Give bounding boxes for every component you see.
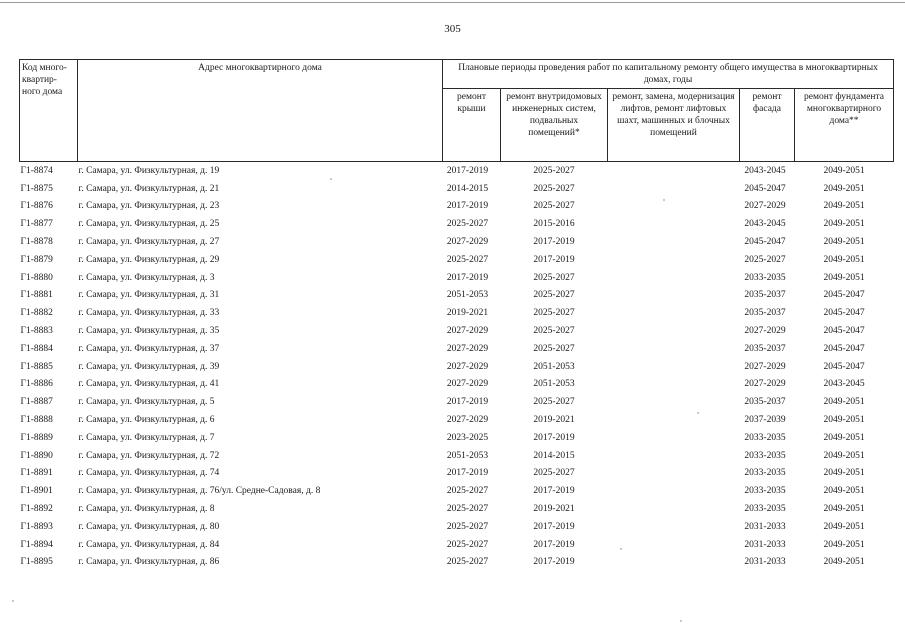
cell-address: г. Самара, ул. Физкультурная, д. 33 [78,308,220,319]
cell-foundation: 2043-2045 [823,379,865,390]
cell-engineering: 2017-2019 [533,539,575,550]
cell-code: Г1-8887 [20,397,53,408]
cell-engineering: 2025-2027 [533,201,575,212]
cell-engineering: 2015-2016 [533,219,575,230]
table-row [20,269,894,287]
cell-address: г. Самара, ул. Физкультурная, д. 6 [78,415,215,426]
table-row [20,322,894,340]
cell-engineering: 2017-2019 [533,521,575,532]
cell-roof: 2027-2029 [446,415,489,426]
cell-foundation: 2049-2051 [823,165,865,176]
cell-foundation: 2049-2051 [823,237,865,248]
scan-speck [663,199,665,201]
cell-address: г. Самара, ул. Физкультурная, д. 74 [78,468,220,479]
cell-engineering: 2025-2027 [533,272,575,283]
table-row [20,429,894,447]
cell-engineering: 2019-2021 [533,504,575,515]
cell-foundation: 2049-2051 [823,557,865,568]
cell-foundation: 2049-2051 [823,397,865,408]
cell-roof: 2019-2021 [446,308,489,319]
cell-address: г. Самара, ул. Физкультурная, д. 25 [78,219,220,230]
cell-foundation: 2045-2047 [823,343,865,354]
cell-facade: 2033-2035 [744,468,786,479]
table-header [20,60,894,162]
scan-speck [680,620,682,622]
header-code: Код много-квартир-ного дома [20,60,78,162]
cell-address: г. Самара, ул. Физкультурная, д. 31 [78,290,220,301]
cell-engineering: 2025-2027 [533,290,575,301]
cell-code: Г1-8886 [20,379,53,390]
cell-engineering: 2025-2027 [533,468,575,479]
cell-lifts [608,233,740,251]
cell-code: Г1-8875 [20,183,53,194]
cell-address: г. Самара, ул. Физкультурная, д. 76/ул. Средне-Садовая, д. 8 [78,486,321,497]
cell-address: г. Самара, ул. Физкультурная, д. 41 [78,379,220,390]
cell-facade: 2027-2029 [744,361,786,372]
cell-code: Г1-8881 [20,290,53,301]
cell-foundation: 2049-2051 [823,504,865,515]
cell-code: Г1-8882 [20,308,53,319]
cell-lifts [608,429,740,447]
cell-roof: 2025-2027 [446,254,489,265]
table-body [20,162,894,572]
cell-lifts [608,269,740,287]
header-foundation: ремонт фундамента многоквартирного дома** [795,89,894,162]
cell-code: Г1-8876 [20,201,53,212]
table-row [20,554,894,572]
cell-facade: 2043-2045 [744,219,786,230]
scan-top-edge [0,2,905,3]
header-periods: Плановые периоды проведения работ по капитальному ремонту общего имущества в многоквартирных домах, годы [443,60,894,89]
cell-roof: 2017-2019 [446,468,489,479]
table-row [20,358,894,376]
header-facade: ремонт фасада [740,89,795,162]
cell-engineering: 2017-2019 [533,432,575,443]
table-row [20,198,894,216]
table-row [20,304,894,322]
cell-lifts [608,215,740,233]
table-row [20,518,894,536]
cell-address: г. Самара, ул. Физкультурная, д. 35 [78,326,220,337]
cell-address: г. Самара, ул. Физкультурная, д. 5 [78,397,215,408]
cell-address: г. Самара, ул. Физкультурная, д. 29 [78,254,220,265]
cell-roof: 2025-2027 [446,539,489,550]
cell-code: Г1-8890 [20,450,53,461]
cell-facade: 2031-2033 [744,539,786,550]
cell-foundation: 2045-2047 [823,326,865,337]
cell-engineering: 2025-2027 [533,326,575,337]
cell-engineering: 2019-2021 [533,415,575,426]
cell-facade: 2033-2035 [744,272,786,283]
table-row [20,376,894,394]
header-lifts: ремонт, замена, модернизация лифтов, ремонт лифтовых шахт, машинных и блочных помещений [608,89,740,162]
cell-roof: 2017-2019 [446,397,489,408]
cell-roof: 2023-2025 [446,432,489,443]
cell-address: г. Самара, ул. Физкультурная, д. 27 [78,237,220,248]
cell-foundation: 2049-2051 [823,201,865,212]
cell-roof: 2051-2053 [446,450,489,461]
cell-engineering: 2025-2027 [533,165,575,176]
cell-facade: 2031-2033 [744,557,786,568]
cell-foundation: 2049-2051 [823,539,865,550]
cell-code: Г1-8888 [20,415,53,426]
cell-facade: 2025-2027 [744,254,786,265]
cell-address: г. Самара, ул. Физкультурная, д. 23 [78,201,220,212]
cell-roof: 2027-2029 [446,343,489,354]
header-address: Адрес многоквартирного дома [78,60,443,162]
cell-code: Г1-8880 [20,272,53,283]
cell-code: Г1-8895 [20,557,53,568]
table-row [20,162,894,180]
scan-speck [330,178,332,180]
cell-code: Г1-8885 [20,361,53,372]
cell-foundation: 2049-2051 [823,486,865,497]
table-row [20,465,894,483]
cell-lifts [608,180,740,198]
cell-code: Г1-8878 [20,237,53,248]
cell-foundation: 2049-2051 [823,432,865,443]
scan-speck [620,548,622,550]
cell-engineering: 2017-2019 [533,254,575,265]
cell-facade: 2043-2045 [744,165,786,176]
cell-facade: 2027-2029 [744,379,786,390]
cell-facade: 2035-2037 [744,290,786,301]
cell-code: Г1-8893 [20,521,53,532]
cell-code: Г1-8883 [20,326,53,337]
cell-lifts [608,393,740,411]
table-row [20,233,894,251]
cell-facade: 2037-2039 [744,415,786,426]
cell-address: г. Самара, ул. Физкультурная, д. 3 [78,272,215,283]
cell-foundation: 2045-2047 [823,308,865,319]
cell-facade: 2031-2033 [744,521,786,532]
cell-lifts [608,322,740,340]
cell-engineering: 2025-2027 [533,343,575,354]
cell-facade: 2027-2029 [744,326,786,337]
cell-lifts [608,162,740,180]
cell-code: Г1-8874 [20,165,53,176]
table-row [20,287,894,305]
cell-code: Г1-8892 [20,504,53,515]
cell-lifts [608,536,740,554]
cell-engineering: 2017-2019 [533,486,575,497]
cell-roof: 2027-2029 [446,361,489,372]
cell-engineering: 2025-2027 [533,183,575,194]
cell-code: Г1-8889 [20,432,53,443]
cell-lifts [608,198,740,216]
cell-foundation: 2049-2051 [823,415,865,426]
cell-roof: 2025-2027 [446,557,489,568]
cell-lifts [608,465,740,483]
table-row [20,180,894,198]
table-row [20,215,894,233]
cell-lifts [608,482,740,500]
cell-facade: 2033-2035 [744,486,786,497]
cell-address: г. Самара, ул. Физкультурная, д. 39 [78,361,220,372]
cell-roof: 2027-2029 [446,326,489,337]
cell-roof: 2017-2019 [446,165,489,176]
table-row [20,536,894,554]
cell-roof: 2025-2027 [446,521,489,532]
cell-roof: 2027-2029 [446,379,489,390]
cell-address: г. Самара, ул. Физкультурная, д. 7 [78,432,215,443]
cell-foundation: 2049-2051 [823,450,865,461]
table-row [20,340,894,358]
cell-address: г. Самара, ул. Физкультурная, д. 37 [78,343,220,354]
cell-facade: 2045-2047 [744,183,786,194]
cell-engineering: 2014-2015 [533,450,575,461]
cell-facade: 2033-2035 [744,504,786,515]
cell-foundation: 2049-2051 [823,272,865,283]
cell-foundation: 2045-2047 [823,290,865,301]
cell-engineering: 2017-2019 [533,557,575,568]
cell-code: Г1-8877 [20,219,53,230]
table-row [20,447,894,465]
cell-facade: 2033-2035 [744,432,786,443]
cell-facade: 2033-2035 [744,450,786,461]
capital-repair-schedule-table [19,59,894,571]
cell-lifts [608,518,740,536]
table-row [20,500,894,518]
cell-code: Г1-8901 [20,486,53,497]
page-number: 305 [444,23,461,35]
cell-lifts [608,287,740,305]
cell-address: г. Самара, ул. Физкультурная, д. 80 [78,521,220,532]
cell-code: Г1-8884 [20,343,53,354]
cell-lifts [608,251,740,269]
cell-code: Г1-8879 [20,254,53,265]
cell-lifts [608,358,740,376]
scan-speck [697,412,699,414]
cell-lifts [608,376,740,394]
cell-facade: 2027-2029 [744,201,786,212]
cell-foundation: 2045-2047 [823,361,865,372]
cell-engineering: 2017-2019 [533,237,575,248]
cell-foundation: 2049-2051 [823,183,865,194]
cell-address: г. Самара, ул. Физкультурная, д. 8 [78,504,215,515]
cell-code: Г1-8891 [20,468,53,479]
table-row [20,482,894,500]
cell-facade: 2035-2037 [744,308,786,319]
cell-roof: 2051-2053 [446,290,489,301]
table-row [20,411,894,429]
cell-engineering: 2025-2027 [533,308,575,319]
cell-lifts [608,500,740,518]
cell-engineering: 2051-2053 [533,361,575,372]
header-engineering: ремонт внутридомовых инженерных систем, подвальных помещений* [501,89,608,162]
cell-facade: 2045-2047 [744,237,786,248]
header-roof: ремонт крыши [443,89,501,162]
cell-lifts [608,411,740,429]
cell-roof: 2027-2029 [446,237,489,248]
cell-address: г. Самара, ул. Физкультурная, д. 86 [78,557,220,568]
cell-engineering: 2051-2053 [533,379,575,390]
cell-foundation: 2049-2051 [823,521,865,532]
cell-address: г. Самара, ул. Физкультурная, д. 19 [78,165,220,176]
cell-roof: 2025-2027 [446,219,489,230]
cell-roof: 2014-2015 [446,183,489,194]
cell-address: г. Самара, ул. Физкультурная, д. 21 [78,183,220,194]
cell-lifts [608,340,740,358]
cell-lifts [608,304,740,322]
cell-address: г. Самара, ул. Физкультурная, д. 84 [78,539,220,550]
cell-roof: 2017-2019 [446,201,489,212]
cell-roof: 2025-2027 [446,486,489,497]
cell-roof: 2017-2019 [446,272,489,283]
scan-speck [12,600,14,602]
cell-lifts [608,554,740,572]
cell-code: Г1-8894 [20,539,53,550]
table-row [20,393,894,411]
cell-facade: 2035-2037 [744,397,786,408]
cell-address: г. Самара, ул. Физкультурная, д. 72 [78,450,220,461]
cell-facade: 2035-2037 [744,343,786,354]
cell-engineering: 2025-2027 [533,397,575,408]
cell-foundation: 2049-2051 [823,468,865,479]
cell-roof: 2025-2027 [446,504,489,515]
table-row [20,251,894,269]
cell-lifts [608,447,740,465]
cell-foundation: 2049-2051 [823,254,865,265]
cell-foundation: 2049-2051 [823,219,865,230]
